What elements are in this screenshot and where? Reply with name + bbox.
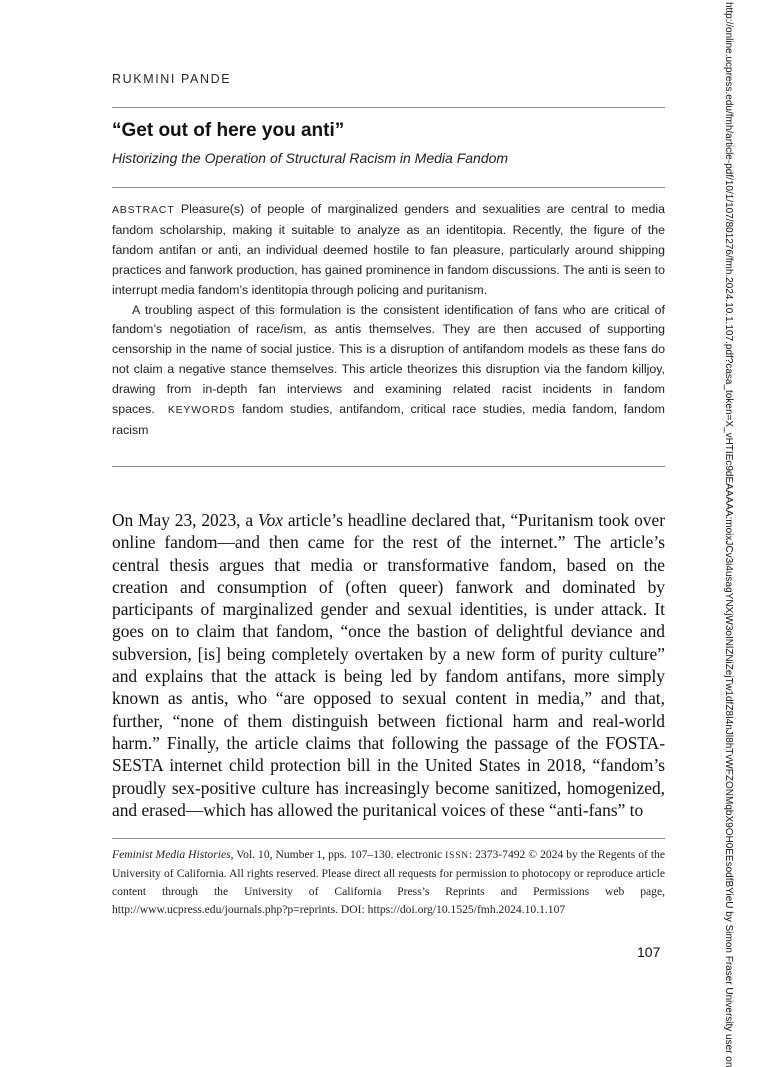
header-divider [112, 107, 665, 108]
abstract-text-2: A troubling aspect of this formulation is the consistent identification of fans who are critical of fandom’s negotiation of race/ism, as antis themselves. They are then accused of supporting censorship in the name of social justice. This is a disruption of antifandom models as these fans do not claim a negative stance themselves. This article theorizes this disruption via the fandom killjoy, drawing from in-depth fan interviews and examining related racist incidents in fandom spaces. [112, 302, 665, 417]
publication-footnote [112, 846, 665, 919]
journal-details: , Vol. 10, Number 1, pps. 107–130. electronic [230, 848, 446, 861]
author-name: RUKMINI PANDE [112, 72, 232, 86]
keywords-text: fandom studies, antifandom, critical race studies, media fandom, fandom racism [112, 402, 665, 437]
body-text: article’s headline declared that, “Puritanism took over online fandom—and then came for the rest of the internet.” The article’s central thesis argues that media or transformative fandom, based on the creation and consumption of (often queer) fanwork and dominated by participants of marginalized gender and sexual identities, is under attack. It goes on to claim that fandom, “once the bastion of delightful deviance and subversion, [is] being completely overtaken by a new form of purity culture” and explains that the attack is being led by fandom antifans, more simply known as antis, who “are opposed to sexual content in media,” and that, further, “none of them distinguish between fictional harm and real-world harm.” Finally, the article claims that following the passage of the FOSTA-SESTA internet child protection bill in the United States in 2018, “fandom’s proudly sex-positive culture has increasingly become sanitized, homogenized, and erased—which has allowed the puritanical voices of these “anti-fans” to [112, 510, 665, 820]
abstract-top-divider [112, 187, 665, 188]
abstract-paragraph-1 [112, 200, 665, 301]
abstract-text-1: Pleasure(s) of people of marginalized genders and sexualities are central to media fandom scholarship, making it suitable to analyze as an identitopia. Recently, the figure of the fandom antifan or anti, an individual deemed hostile to fan pleasure, particularly around shipping practices and fanwork production, has gained prominence in fandom discussions. The anti is seen to interrupt media fandom’s identitopia through policing and puritanism. [112, 202, 665, 297]
article-subtitle: Historizing the Operation of Structural Racism in Media Fandom [112, 150, 509, 166]
body-paragraph [112, 509, 665, 821]
keywords-label: KEYWORDS [167, 404, 236, 417]
watermark-text: http://online.ucpress.edu/fmh/article-pdf/10/1/107/801276/fmh.2024.10.1.107.pdf?casa_token=X_vHTIEc9dEAAAAA:moixJCv3i4usagYNXjW3oINlZNiZejTw1dfZ8I4nJl8hTvWFZONMqbX9OH0EEsodfBYieU by Simon Fraser University user on [723, 2, 734, 1067]
footnote-divider [112, 838, 665, 839]
body-intro: On May 23, 2023, a [112, 510, 258, 530]
abstract-paragraph-2 [112, 301, 665, 441]
article-body [112, 509, 665, 821]
download-watermark [723, 0, 735, 1067]
vox-publication: Vox [257, 510, 283, 530]
page-number: 107 [637, 944, 661, 960]
issn-label: ISSN [445, 851, 469, 861]
abstract-bottom-divider [112, 466, 665, 467]
article-title: “Get out of here you anti” [112, 120, 345, 141]
abstract-block [112, 200, 665, 441]
journal-name: Feminist Media Histories [112, 848, 231, 861]
footnote-rest: : 2373-7492 © 2024 by the Regents of the University of California. All rights reserved. Please direct all requests for permission to photocopy or reproduce article content through the University of California Press’s Reprints and Permissions web page, http://www.ucpress.edu/journals.php?p=reprints. DOI: https://doi.org/10.1525/fmh.2024.10.1.107 [112, 848, 665, 916]
abstract-label: ABSTRACT [112, 204, 175, 216]
